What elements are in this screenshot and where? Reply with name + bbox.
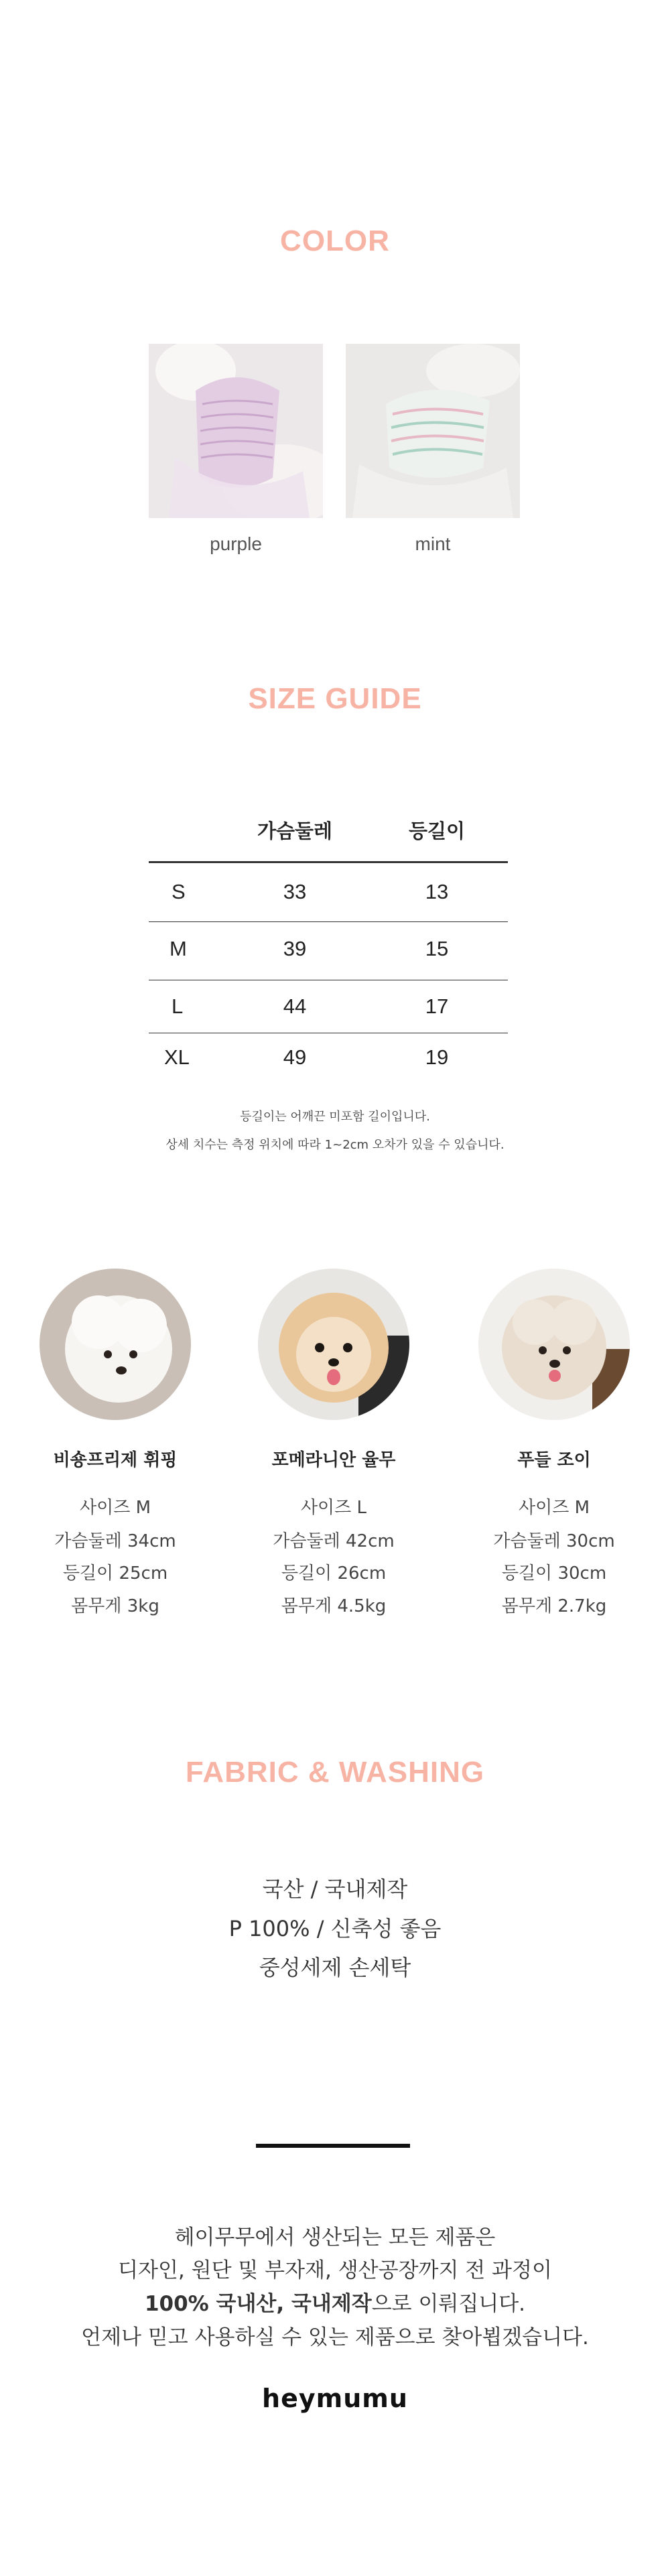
fabric-washing: 중성세제 손세탁 — [259, 1955, 411, 1980]
model-name: 푸들 조이 — [517, 1450, 591, 1470]
model-size: 사이즈 M — [79, 1498, 151, 1518]
col-header-chest: 가슴둘레 — [257, 820, 333, 842]
closing-rest-text: 으로 이뤄집니다. — [371, 2292, 526, 2316]
size-label: L — [172, 994, 184, 1018]
model-name: 포메라니안 율무 — [271, 1450, 396, 1470]
chest-value: 33 — [283, 880, 307, 903]
model-back: 등길이 30cm — [501, 1563, 607, 1584]
size-guide-heading: SIZE GUIDE — [248, 682, 422, 715]
poodle-photo — [478, 1269, 630, 1420]
size-label: XL — [164, 1045, 190, 1069]
model-chest: 가슴둘레 34cm — [54, 1531, 176, 1551]
divider-bar — [256, 2144, 410, 2148]
closing-line-3 — [0, 2287, 670, 2317]
model-size: 사이즈 M — [518, 1498, 590, 1518]
model-chest: 가슴둘레 30cm — [493, 1531, 615, 1551]
heymumu-logo[interactable]: heymumu — [262, 2384, 408, 2413]
closing-line-1: 헤이무무에서 생산되는 모든 제품은 — [174, 2226, 496, 2250]
model-size: 사이즈 L — [300, 1498, 367, 1518]
pomeranian-photo — [258, 1269, 409, 1420]
back-value: 15 — [425, 937, 449, 960]
model-name: 비숑프리제 휘핑 — [53, 1450, 178, 1470]
size-note-1: 등길이는 어깨끈 미포함 길이입니다. — [240, 1110, 430, 1124]
back-value: 17 — [425, 994, 449, 1018]
chest-value: 49 — [283, 1045, 307, 1069]
model-back: 등길이 25cm — [62, 1563, 168, 1584]
fabric-origin: 국산 / 국내제작 — [262, 1876, 408, 1902]
closing-line-4: 언제나 믿고 사용하실 수 있는 제품으로 찾아뵙겠습니다. — [81, 2325, 589, 2349]
purple-swatch-image[interactable] — [149, 344, 323, 518]
table-top-rule — [149, 861, 508, 863]
model-back: 등길이 26cm — [281, 1563, 387, 1584]
model-weight: 몸무게 2.7kg — [501, 1596, 607, 1616]
mint-swatch-image[interactable] — [346, 344, 520, 518]
size-label: S — [172, 880, 186, 903]
color-heading: COLOR — [280, 224, 390, 257]
purple-caption: purple — [210, 533, 262, 554]
mint-caption: mint — [415, 533, 451, 554]
back-value: 19 — [425, 1045, 449, 1069]
model-chest: 가슴둘레 42cm — [273, 1531, 395, 1551]
fabric-material: P 100% / 신축성 좋음 — [228, 1916, 442, 1941]
row-divider — [149, 921, 508, 922]
fabric-washing-heading: FABRIC & WASHING — [185, 1756, 485, 1789]
size-label: M — [170, 937, 187, 960]
chest-value: 39 — [283, 937, 307, 960]
model-weight: 몸무게 4.5kg — [281, 1596, 387, 1616]
back-value: 13 — [425, 880, 449, 903]
col-header-back: 등길이 — [408, 820, 466, 842]
bichon-photo — [40, 1269, 191, 1420]
model-weight: 몸무게 3kg — [71, 1596, 159, 1616]
closing-bold-text: 100% 국내산, 국내제작 — [144, 2292, 372, 2316]
size-note-2: 상세 치수는 측정 위치에 따라 1~2cm 오차가 있을 수 있습니다. — [165, 1138, 505, 1152]
chest-value: 44 — [283, 994, 307, 1018]
closing-line-2: 디자인, 원단 및 부자재, 생산공장까지 전 과정이 — [118, 2258, 552, 2282]
